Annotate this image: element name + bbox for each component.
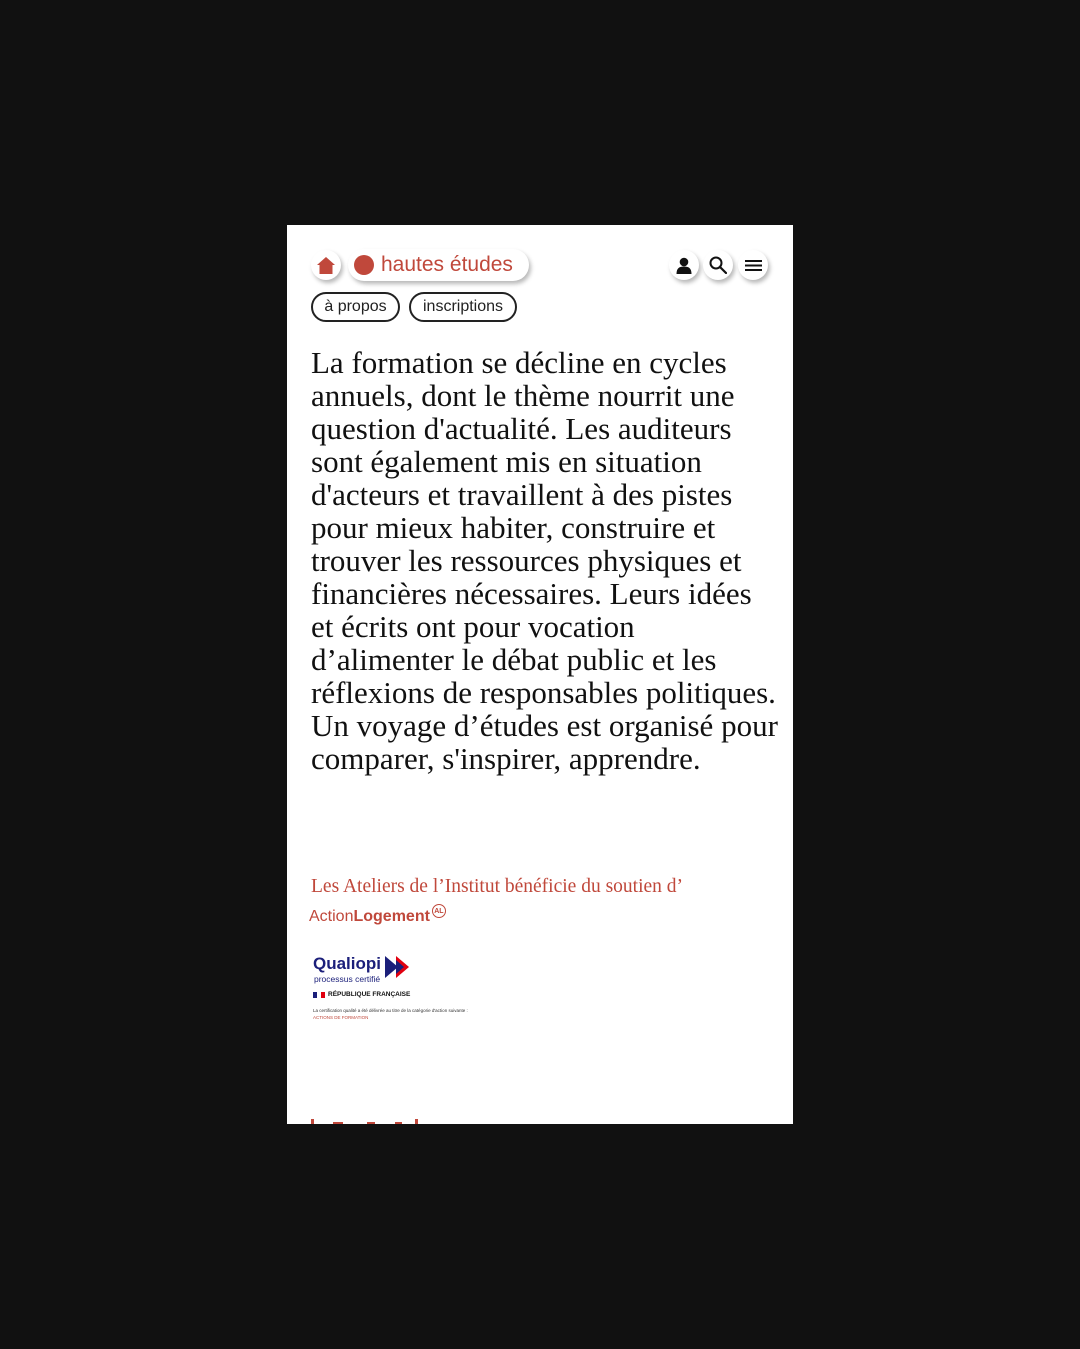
menu-button[interactable] (738, 250, 768, 280)
republique-francaise-mark (313, 991, 410, 998)
brand-label: hautes études (381, 253, 513, 276)
qualiopi-subtitle: processus certifié (314, 974, 381, 984)
logo-word-action: Action (309, 908, 354, 925)
home-icon (317, 257, 335, 274)
search-button[interactable] (703, 250, 733, 280)
al-mark-icon: AL (432, 904, 446, 918)
cut-off-heading-fragment (311, 1119, 421, 1124)
logo-word-logement: Logement (353, 908, 430, 925)
account-button[interactable] (669, 250, 699, 280)
support-text: Les Ateliers de l’Institut bénéficie du soutien d’ (311, 876, 684, 897)
brand-dot-icon (354, 255, 374, 275)
qualiopi-arrows-icon (385, 956, 411, 978)
home-button[interactable] (311, 250, 341, 280)
qualiopi-title: Qualiopi (313, 954, 381, 973)
nav-a-propos[interactable]: à propos (311, 292, 400, 322)
qualiopi-category: ACTIONS DE FORMATION (313, 1015, 369, 1020)
brand-logo-button[interactable] (348, 249, 529, 281)
nav-inscriptions[interactable]: inscriptions (409, 292, 517, 322)
republique-label: RÉPUBLIQUE FRANÇAISE (328, 991, 411, 998)
qualiopi-certification-text: La certification qualité a été délivrée au titre de la catégorie d'action suivante : (313, 1008, 468, 1013)
phone-screen (287, 225, 793, 1124)
french-flag-icon (313, 992, 325, 998)
action-logement-logo[interactable] (309, 908, 446, 932)
user-icon (676, 257, 692, 274)
search-icon (709, 256, 727, 274)
menu-icon (745, 259, 762, 272)
intro-paragraph: La formation se décline en cycles annuels, dont le thème nourrit une question d'actualité. Les auditeurs sont également mis en situation d'acteurs et travaillent à des pistes pour mieux habiter, construire et trouver les ressources physiques et financières nécessaires. Leurs idées et écrits ont pour vocation d’alimenter le débat public et les réflexions de responsables politiques. Un voyage d’études est organisé pour comparer, s'inspirer, apprendre. (311, 345, 778, 776)
